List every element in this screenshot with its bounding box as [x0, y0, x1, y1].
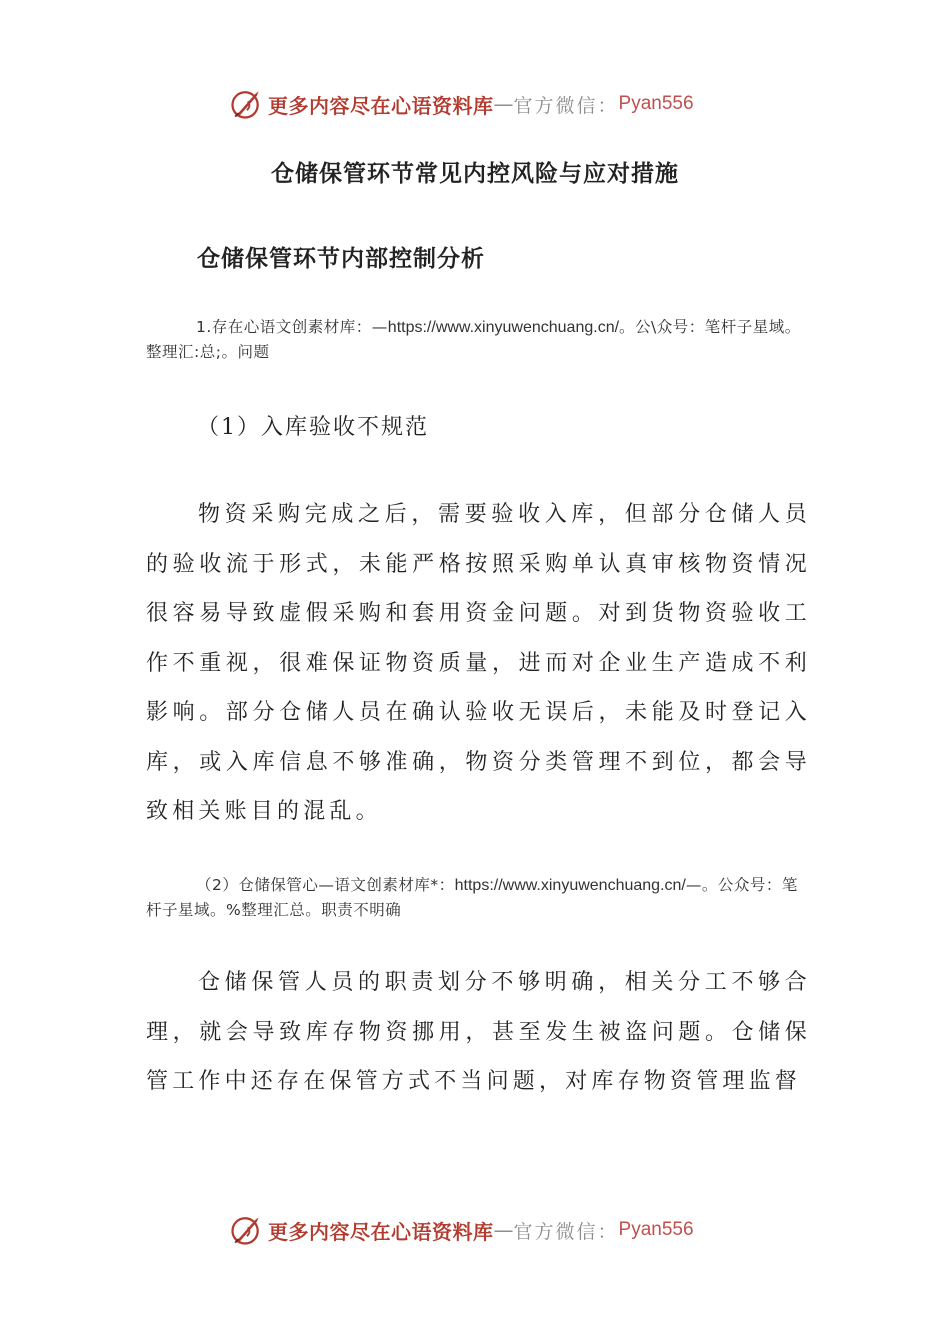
- section-heading: 仓储保管环节内部控制分析: [197, 246, 485, 272]
- item-2-prefix: （2）仓储保管心—语文创素材库*：: [196, 876, 455, 894]
- banner-wechat-id: Pyan556: [618, 93, 694, 114]
- banner-dash: —: [493, 92, 514, 116]
- footer-banner: [228, 1210, 694, 1250]
- body-paragraph-2: 仓储保管人员的职责划分不够明确，相关分工不够合理，就会导致库存物资挪用，甚至发生被盗问题。仓储保管工作中还存在保管方式不当问题，对库存物资管理监督: [146, 970, 811, 1094]
- item-1-url: https://www.xinyuwenchuang.cn/: [387, 319, 620, 336]
- banner-brand-text: 更多内容尽在心语资料库: [268, 93, 494, 118]
- pen-logo-icon: [228, 86, 264, 122]
- banner-brand-text: 更多内容尽在心语资料库: [268, 1219, 494, 1244]
- banner-official-label: 官方微信：: [513, 1220, 619, 1243]
- banner-wechat-id: Pyan556: [618, 1219, 694, 1240]
- banner-dash: —: [493, 1218, 514, 1242]
- item-2-url: https://www.xinyuwenchuang.cn/: [454, 877, 686, 894]
- item-2-line: [146, 873, 811, 922]
- subheading-1: （1）入库验收不规范: [197, 415, 429, 440]
- item-1-suffix: 。公\众号：笔杆子星域。整理汇:总;。问题: [146, 318, 801, 361]
- item-1-prefix: 1.存在心语文创素材库：—: [196, 318, 388, 336]
- item-2-suffix: —。公众号：笔杆子星域。%整理汇总。职责不明确: [146, 876, 798, 919]
- body-paragraph-1: 物资采购完成之后，需要验收入库，但部分仓储人员的验收流于形式，未能严格按照采购单认真审核物资情况很容易导致虚假采购和套用资金问题。对到货物资验收工作不重视，很难保证物资质量，进而对企业生产造成不利影响。部分仓储人员在确认验收无误后，未能及时登记入库，或入库信息不够准确，物资分类管理不到位，都会导致相关账目的混乱。: [146, 502, 811, 824]
- banner-official-label: 官方微信：: [513, 94, 619, 117]
- pen-logo-icon: [228, 1212, 264, 1248]
- header-banner: [228, 84, 694, 124]
- document-title: 仓储保管环节常见内控风险与应对措施: [271, 161, 679, 187]
- item-1-line: [146, 315, 811, 364]
